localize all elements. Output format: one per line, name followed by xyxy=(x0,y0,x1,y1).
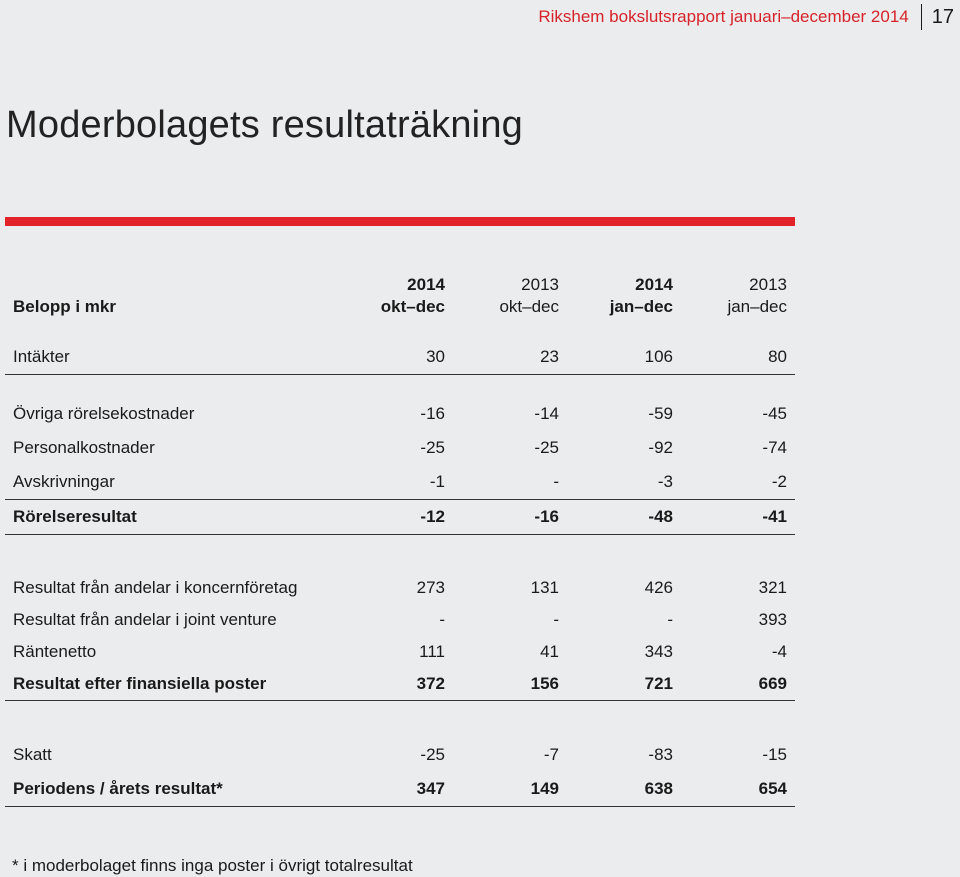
table-row-skatt xyxy=(5,738,795,772)
row-label: Räntenetto xyxy=(13,642,97,661)
row-value: 393 xyxy=(758,610,787,629)
column-header-3 xyxy=(559,268,673,318)
row-value: - xyxy=(553,610,559,629)
table-row-personalkostnader xyxy=(5,431,795,465)
row-value: 106 xyxy=(559,340,673,375)
column-header-year: 2013 xyxy=(749,275,787,294)
table-row-resultat-koncernforetag xyxy=(5,572,795,604)
row-value: -12 xyxy=(331,500,445,535)
row-value: -16 xyxy=(445,500,559,535)
row-label: Intäkter xyxy=(5,340,331,375)
table-row-resultat-joint-venture xyxy=(5,604,795,636)
table-header-row xyxy=(5,268,795,318)
page-number: 17 xyxy=(931,5,954,28)
row-label: Resultat efter finansiella poster xyxy=(5,668,331,701)
row-value: 654 xyxy=(673,772,795,807)
row-value: -16 xyxy=(420,404,445,423)
row-value: -25 xyxy=(420,745,445,764)
row-value: - xyxy=(445,465,559,500)
row-value: -15 xyxy=(762,745,787,764)
row-value: 111 xyxy=(419,642,445,661)
row-label: Övriga rörelsekostnader xyxy=(13,404,195,423)
table-row-periodens-resultat xyxy=(5,772,795,807)
table-row-avskrivningar xyxy=(5,465,795,500)
column-header-year: 2014 xyxy=(635,275,673,294)
page-title: Moderbolagets resultaträkning xyxy=(6,104,523,146)
row-value: 131 xyxy=(530,578,559,597)
row-value: -4 xyxy=(771,642,787,661)
row-value: -14 xyxy=(534,404,559,423)
income-statement-table xyxy=(5,268,795,807)
spacer xyxy=(5,318,795,340)
row-value: -1 xyxy=(331,465,445,500)
row-value: - xyxy=(439,610,445,629)
row-value: -74 xyxy=(762,438,787,457)
amount-unit-header: Belopp i mkr xyxy=(13,297,116,316)
row-value: -83 xyxy=(648,745,673,764)
row-value: - xyxy=(667,610,673,629)
row-value: 30 xyxy=(331,340,445,375)
row-value: -7 xyxy=(543,745,559,764)
row-label: Rörelseresultat xyxy=(5,500,331,535)
table-row-intakter xyxy=(5,340,795,375)
running-header xyxy=(538,6,960,28)
table-row-resultat-efter-finansiella-poster xyxy=(5,668,795,701)
table-row-rantenetto xyxy=(5,636,795,668)
column-header-period: okt–dec xyxy=(499,297,559,316)
row-value: 80 xyxy=(673,340,795,375)
row-value: -59 xyxy=(648,404,673,423)
row-value: 343 xyxy=(644,642,673,661)
row-value: 347 xyxy=(331,772,445,807)
row-value: -25 xyxy=(534,438,559,457)
column-header-period: jan–dec xyxy=(727,297,787,316)
table-row-ovriga-rorelsekostnader xyxy=(5,397,795,431)
spacer xyxy=(5,701,795,739)
row-value: 638 xyxy=(559,772,673,807)
row-value: -3 xyxy=(559,465,673,500)
red-accent-rule xyxy=(5,217,795,226)
row-label: Skatt xyxy=(13,745,52,764)
column-header-period: okt–dec xyxy=(380,297,445,316)
row-label: Periodens / årets resultat* xyxy=(5,772,331,807)
column-header-period: jan–dec xyxy=(609,297,673,316)
row-value: 149 xyxy=(445,772,559,807)
row-value: 23 xyxy=(445,340,559,375)
row-value: -2 xyxy=(673,465,795,500)
column-header-1 xyxy=(331,268,445,318)
row-value: 156 xyxy=(445,668,559,701)
row-label: Resultat från andelar i koncernföretag xyxy=(13,578,298,597)
row-label: Avskrivningar xyxy=(5,465,331,500)
spacer xyxy=(5,375,795,398)
spacer xyxy=(5,535,795,573)
row-value: -45 xyxy=(762,404,787,423)
column-header-4 xyxy=(673,268,795,318)
row-label: Personalkostnader xyxy=(13,438,155,457)
column-header-2 xyxy=(445,268,559,318)
row-value: 321 xyxy=(758,578,787,597)
report-title: Rikshem bokslutsrapport januari–december 2014 xyxy=(538,7,909,26)
footnote: * i moderbolaget finns inga poster i övrigt totalresultat xyxy=(12,856,413,875)
row-value: 721 xyxy=(559,668,673,701)
row-value: -48 xyxy=(559,500,673,535)
row-value: -92 xyxy=(648,438,673,457)
column-header-year: 2013 xyxy=(521,275,559,294)
column-header-year: 2014 xyxy=(407,275,445,294)
row-value: -25 xyxy=(420,438,445,457)
row-value: 372 xyxy=(331,668,445,701)
row-value: 273 xyxy=(416,578,445,597)
row-value: 41 xyxy=(540,642,559,661)
row-value: 669 xyxy=(673,668,795,701)
row-label: Resultat från andelar i joint venture xyxy=(13,610,277,629)
row-value: -41 xyxy=(673,500,795,535)
table-row-rorelseresultat xyxy=(5,500,795,535)
row-value: 426 xyxy=(644,578,673,597)
